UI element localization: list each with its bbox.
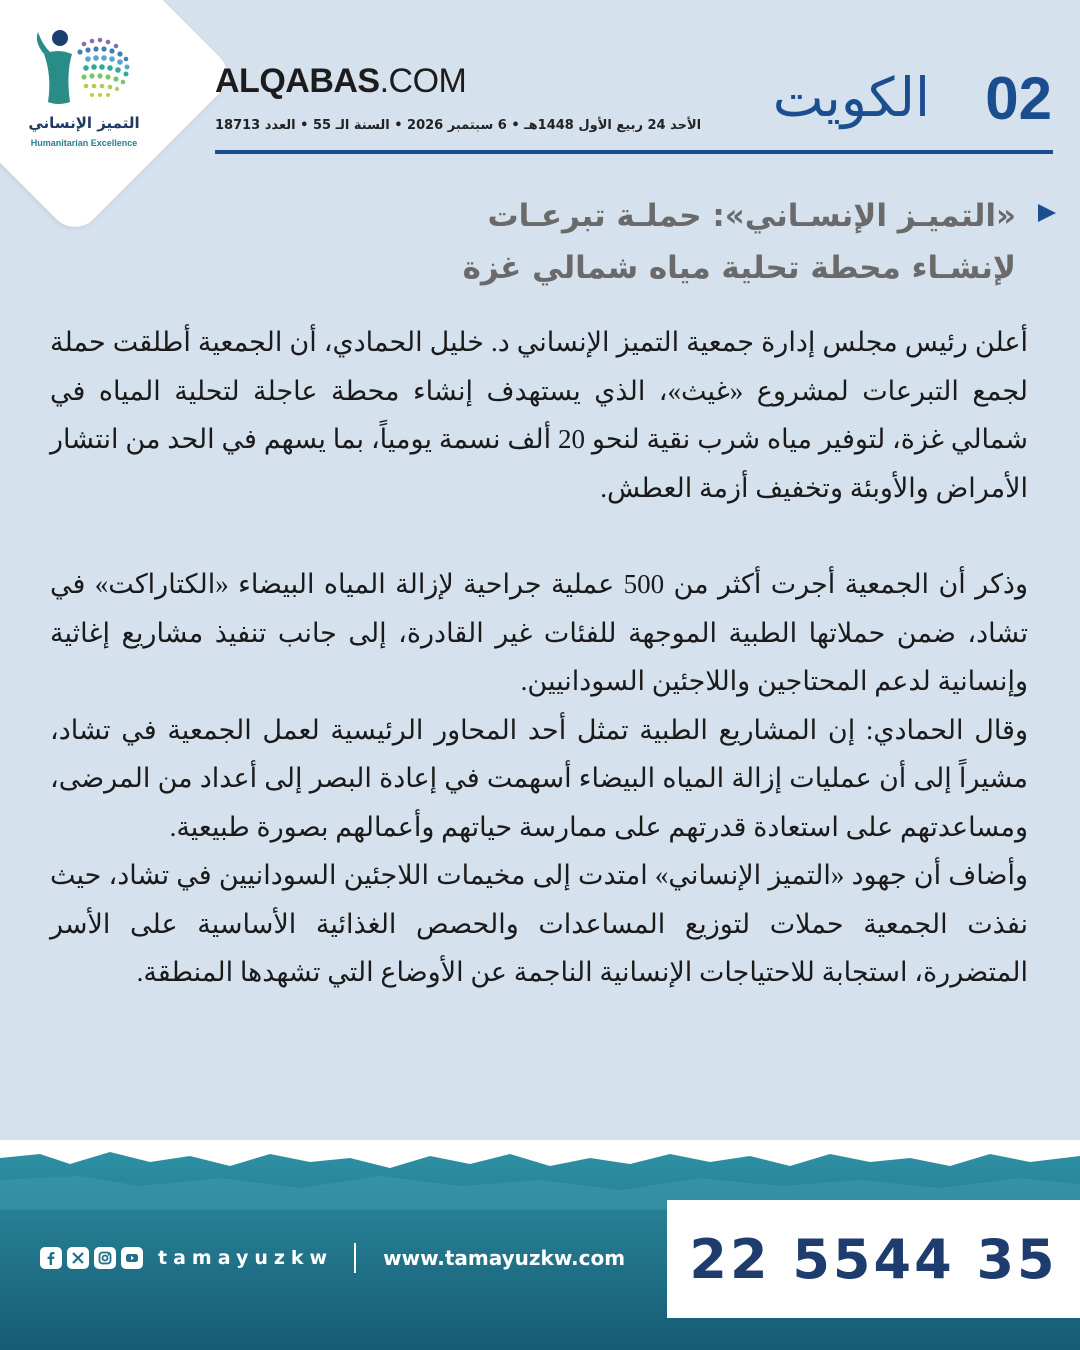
website-link[interactable]: www.tamayuzkw.com xyxy=(383,1246,626,1270)
x-icon[interactable] xyxy=(67,1247,89,1269)
contact-row xyxy=(40,1240,625,1276)
youtube-icon[interactable] xyxy=(121,1247,143,1269)
dateline: الأحد 24 ربيع الأول 1448هـ • 6 سبتمبر 2026 • السنة الـ 55 • العدد 18713 xyxy=(215,118,702,133)
article-body xyxy=(50,318,1028,997)
masthead-bold: ALQABAS xyxy=(215,62,380,100)
phone-number[interactable]: 22 5544 35 xyxy=(689,1227,1058,1291)
masthead-domain: .COM xyxy=(379,62,467,100)
logo-name-arabic: التميز الإنساني xyxy=(28,114,140,132)
phone-box xyxy=(667,1200,1080,1318)
social-handle[interactable]: tamayuzkw xyxy=(158,1247,334,1269)
footer-divider xyxy=(354,1243,356,1273)
article-headline xyxy=(416,190,1016,294)
header-divider xyxy=(215,150,1053,154)
instagram-icon[interactable] xyxy=(94,1247,116,1269)
headline-line-1: «التميـز الإنسـاني»: حملـة تبرعـات xyxy=(487,198,1016,234)
section-title: الكويت xyxy=(772,66,930,129)
masthead xyxy=(215,62,466,101)
article-paragraph: وأضاف أن جهود «التميز الإنساني» امتدت إلى مخيمات اللاجئين السودانيين في تشاد، حيث نفذت الجمعية حملات لتوزيع المساعدات والحصص الغذائية الأساسية على الأسر المتضررة، استجابة للاحتياجات الإنسانية الناجمة عن الأوضاع التي تشهدها المنطقة. xyxy=(50,860,1028,987)
page-number: 02 xyxy=(985,65,1052,132)
article-paragraph: وقال الحمادي: إن المشاريع الطبية تمثل أحد المحاور الرئيسية لعمل الجمعية في تشاد، مشيراً إلى أن عمليات إزالة المياه البيضاء أسهمت في إعادة البصر إلى أعداد من المرضى، ومساعدتهم على استعادة قدرتهم على ممارسة حياتهم وأعمالهم بصورة طبيعية. xyxy=(50,714,1028,842)
globe-figure-icon xyxy=(14,14,154,114)
triangle-marker-icon xyxy=(1038,204,1056,222)
article-paragraph: وذكر أن الجمعية أجرت أكثر من 500 عملية جراحية لإزالة المياه البيضاء «الكتاراكت» في تشاد، ضمن حملاتها الطبية الموجهة للفئات غير القادرة، إلى جانب تنفيذ مشاريع إغاثية وإنسانية لدعم المحتاجين واللاجئين السودانيين. xyxy=(50,569,1028,696)
organization-logo xyxy=(14,14,154,164)
facebook-icon[interactable] xyxy=(40,1247,62,1269)
logo-name-english: Humanitarian Excellence xyxy=(30,138,138,148)
article-paragraph: أعلن رئيس مجلس إدارة جمعية التميز الإنساني د. خليل الحمادي، أن الجمعية أطلقت حملة لجمع التبرعات لمشروع «غيث»، الذي يستهدف إنشاء محطة عاجلة لتحلية المياه في شمالي غزة، لتوفير مياه شرب نقية لنحو 20 ألف نسمة يومياً، بما يسهم في الحد من انتشار الأمراض والأوبئة وتخفيف أزمة العطش. xyxy=(50,327,1029,503)
headline-line-2: لإنشـاء محطة تحلية مياه شمالي غزة xyxy=(462,250,1016,286)
